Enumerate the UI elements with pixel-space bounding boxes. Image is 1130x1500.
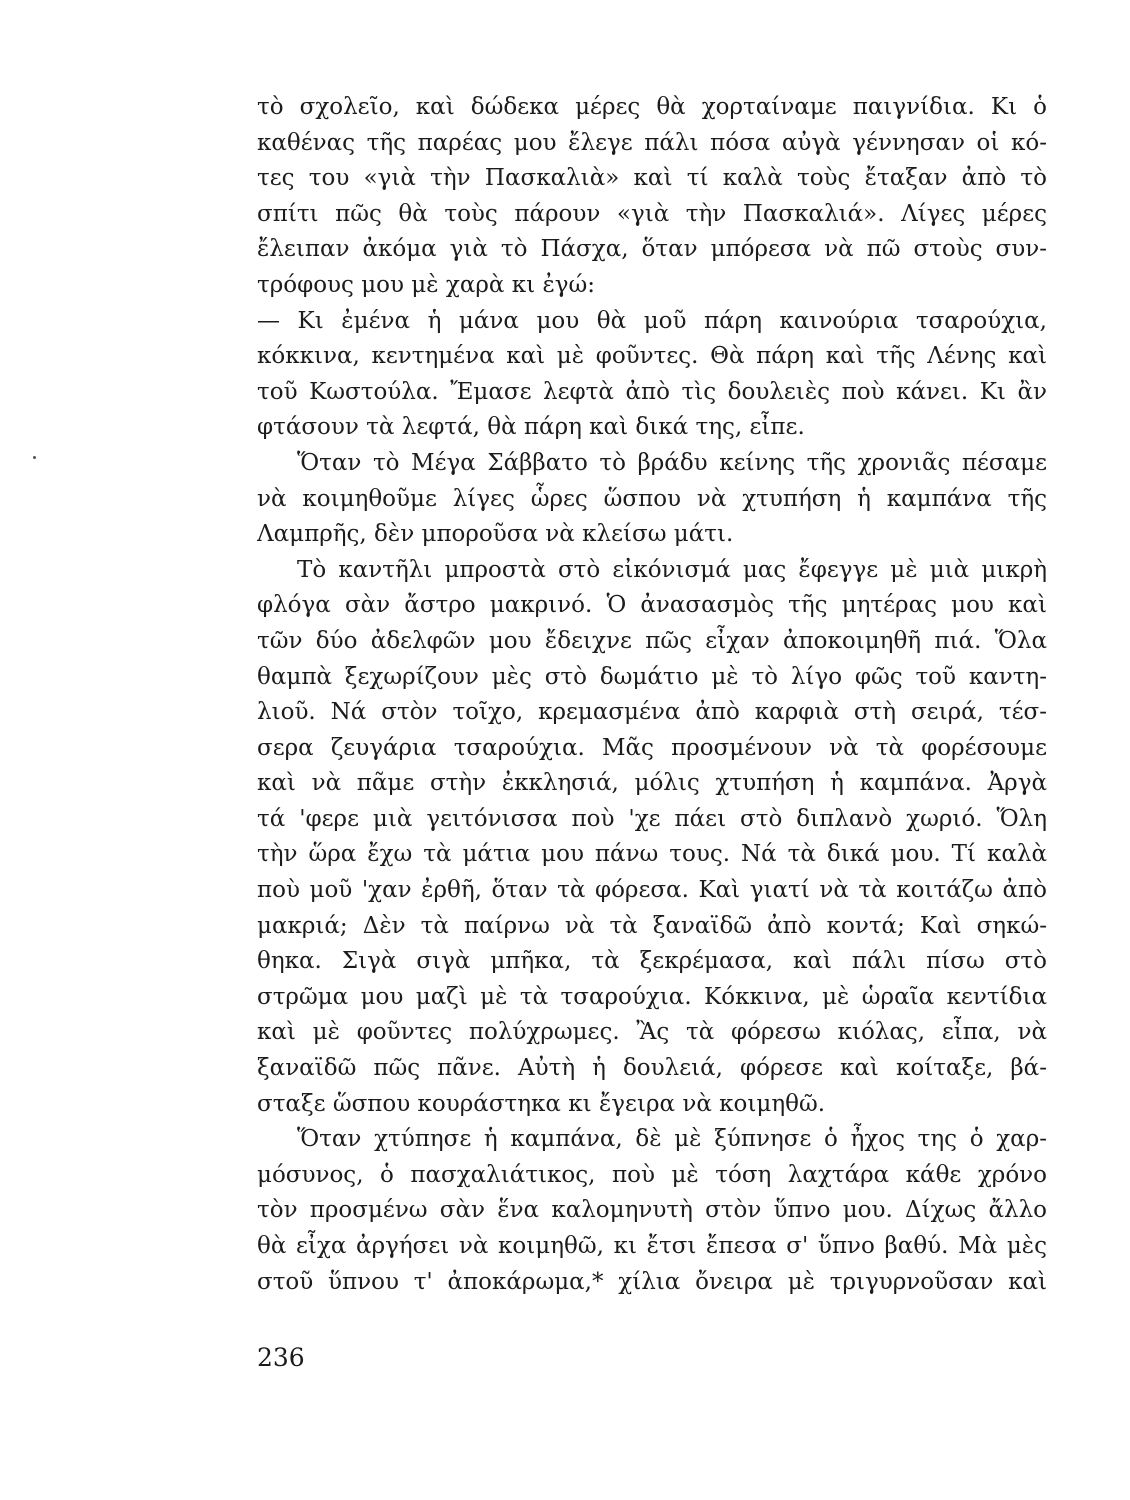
- text-line: τῶν δύο ἀδελφῶν μου ἔδειχνε πῶς εἶχαν ἀποκοιμηθῆ πιά. Ὅλα: [257, 627, 1047, 654]
- text-line: φλόγα σὰν ἄστρο μακρινό. Ὁ ἀνασασμὸς τῆς μητέρας μου καὶ: [257, 592, 1047, 619]
- text-line: στρῶμα μου μαζὶ μὲ τὰ τσαρούχια. Κόκκινα, μὲ ὡραῖα κεντίδια: [257, 983, 1047, 1010]
- text-line: φτάσουν τὰ λεφτά, θὰ πάρη καὶ δικά της, εἶπε.: [257, 414, 805, 441]
- text-line: σπίτι πῶς θὰ τοὺς πάρουν «γιὰ τὴν Πασκαλιά». Λίγες μέρες: [257, 200, 1047, 227]
- text-line: ἔλειπαν ἀκόμα γιὰ τὸ Πάσχα, ὅταν μπόρεσα νὰ πῶ στοὺς συν-: [257, 236, 1047, 263]
- text-line: μακριά; Δὲν τὰ παίρνω νὰ τὰ ξαναϊδῶ ἀπὸ κοντά; Καὶ σηκώ-: [257, 912, 1047, 939]
- text-line: τες του «γιὰ τὴν Πασκαλιὰ» καὶ τί καλὰ τοὺς ἔταξαν ἀπὸ τὸ: [257, 165, 1047, 192]
- text-line: θὰ εἶχα ἀργήσει νὰ κοιμηθῶ, κι ἔτσι ἔπεσα σ' ὕπνο βαθύ. Μὰ μὲς: [257, 1233, 1047, 1259]
- scan-speck: [33, 456, 36, 459]
- text-line: τὴν ὥρα ἔχω τὰ μάτια μου πάνω τους. Νά τὰ δικά μου. Τί καλὰ: [257, 841, 1047, 868]
- text-line: κόκκινα, κεντημένα καὶ μὲ φοῦντες. Θὰ πάρη καὶ τῆς Λένης καὶ: [257, 343, 1047, 370]
- text-line: σταξε ὥσπου κουράστηκα κι ἔγειρα νὰ κοιμηθῶ.: [257, 1090, 826, 1117]
- text-line: τοῦ Κωστούλα. Ἔμασε λεφτὰ ἀπὸ τὶς δουλειὲς ποὺ κάνει. Κι ἂν: [257, 378, 1047, 405]
- text-line: θαμπὰ ξεχωρίζουν μὲς στὸ δωμάτιο μὲ τὸ λίγο φῶς τοῦ καντη-: [257, 663, 1047, 690]
- text-line: καθένας τῆς παρέας μου ἔλεγε πάλι πόσα αὐγὰ γέννησαν οἱ κό-: [257, 129, 1047, 156]
- text-line: Ὅταν χτύπησε ἡ καμπάνα, δὲ μὲ ξύπνησε ὁ ἦχος της ὁ χαρ-: [297, 1126, 1047, 1153]
- text-line: Τὸ καντῆλι μπροστὰ στὸ εἰκόνισμά μας ἔφεγγε μὲ μιὰ μικρὴ: [297, 556, 1047, 583]
- text-line: τὸν προσμένω σὰν ἕνα καλομηνυτὴ στὸν ὕπνο μου. Δίχως ἄλλο: [257, 1197, 1047, 1224]
- text-line: στοῦ ὕπνου τ' ἀποκάρωμα,* χίλια ὄνειρα μὲ τριγυρνοῦσαν καὶ: [257, 1268, 1047, 1295]
- text-line: τρόφους μου μὲ χαρὰ κι ἐγώ:: [257, 271, 596, 298]
- body-text: [257, 90, 1047, 1300]
- text-line: Ὅταν τὸ Μέγα Σάββατο τὸ βράδυ κείνης τῆς χρονιᾶς πέσαμε: [297, 449, 1047, 476]
- text-line: ξαναϊδῶ πῶς πᾶνε. Αὐτὴ ἡ δουλειά, φόρεσε καὶ κοίταξε, βά-: [257, 1055, 1047, 1082]
- page-number: 236: [257, 1343, 305, 1372]
- text-line: λιοῦ. Νά στὸν τοῖχο, κρεμασμένα ἀπὸ καρφιὰ στὴ σειρά, τέσ-: [257, 699, 1047, 726]
- text-line: ποὺ μοῦ 'χαν ἐρθῆ, ὅταν τὰ φόρεσα. Καὶ γιατί νὰ τὰ κοιτάζω ἀπὸ: [257, 877, 1047, 904]
- text-line: καὶ νὰ πᾶμε στὴν ἐκκλησιά, μόλις χτυπήση ἡ καμπάνα. Ἀργὰ: [257, 770, 1047, 797]
- text-line: θηκα. Σιγὰ σιγὰ μπῆκα, τὰ ξεκρέμασα, καὶ πάλι πίσω στὸ: [257, 948, 1047, 975]
- text-line: καὶ μὲ φοῦντες πολύχρωμες. Ἂς τὰ φόρεσω κιόλας, εἶπα, νὰ: [257, 1019, 1047, 1046]
- text-line: σερα ζευγάρια τσαρούχια. Μᾶς προσμένουν νὰ τὰ φορέσουμε: [257, 734, 1047, 761]
- text-line: τὸ σχολεῖο, καὶ δώδεκα μέρες θὰ χορταίναμε παιγνίδια. Κι ὁ: [257, 94, 1047, 120]
- text-line: Λαμπρῆς, δὲν μποροῦσα νὰ κλείσω μάτι.: [257, 521, 734, 548]
- text-line: νὰ κοιμηθοῦμε λίγες ὧρες ὥσπου νὰ χτυπήση ἡ καμπάνα τῆς: [257, 485, 1047, 512]
- text-line: τά 'φερε μιὰ γειτόνισσα ποὺ 'χε πάει στὸ διπλανὸ χωριό. Ὅλη: [257, 805, 1047, 832]
- text-line: — Κι ἐμένα ἡ μάνα μου θὰ μοῦ πάρη καινούρια τσαρούχια,: [257, 307, 1047, 334]
- text-line: μόσυνος, ὁ πασχαλιάτικος, ποὺ μὲ τόση λαχτάρα κάθε χρόνο: [257, 1161, 1047, 1188]
